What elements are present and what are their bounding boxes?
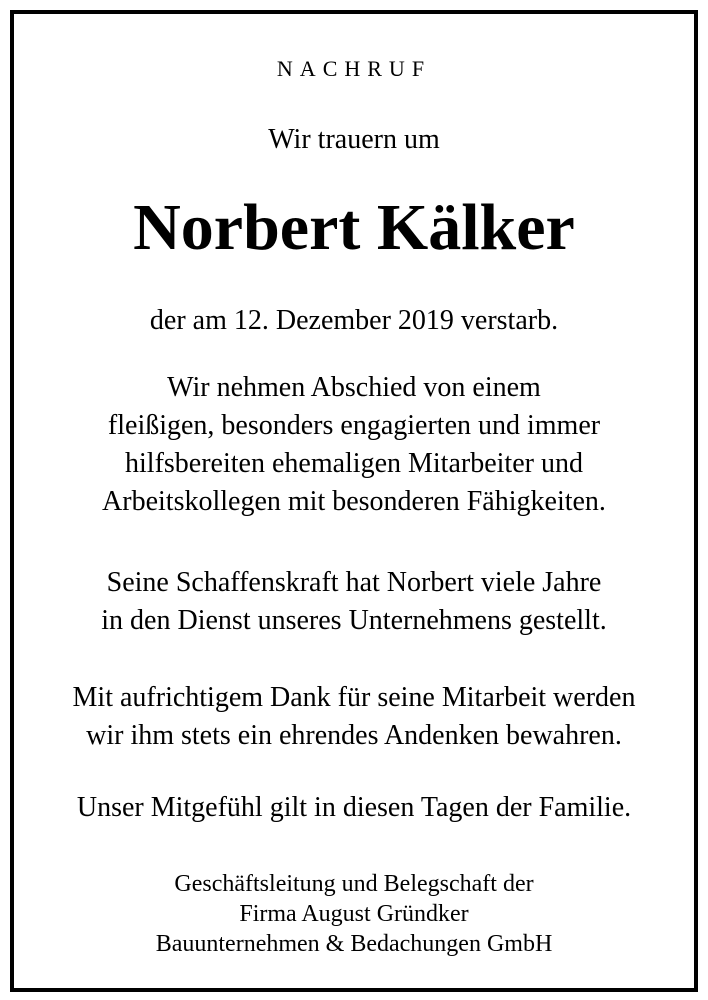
paragraph-line: Unser Mitgefühl gilt in diesen Tagen der Familie. [76,792,632,823]
gratitude-paragraph [14,679,694,755]
paragraph-line: wir ihm stets ein ehrendes Andenken bewahren. [86,720,622,751]
notice-heading: NACHRUF [276,56,432,81]
service-paragraph [14,564,694,640]
paragraph-line: hilfsbereiten ehemaligen Mitarbeiter und [125,448,583,479]
signature-block [14,869,694,959]
paragraph-line: in den Dienst unseres Unternehmens gestellt. [101,605,607,636]
farewell-paragraph [14,369,694,521]
paragraph-line: Wir nehmen Abschied von einem [167,372,541,403]
death-date-line: der am 12. Dezember 2019 verstarb. [149,305,559,336]
signature-line: Firma August Gründker [239,901,469,927]
obituary-frame [10,10,698,992]
paragraph-line: Mit aufrichtigem Dank für seine Mitarbeit werden [72,682,636,713]
deceased-name: Norbert Kälker [133,191,575,264]
signature-line: Geschäftsleitung und Belegschaft der [174,871,534,897]
paragraph-line: fleißigen, besonders engagierten und immer [107,410,601,441]
paragraph-line: Seine Schaffenskraft hat Norbert viele Jahre [106,567,602,598]
sympathy-paragraph [14,789,694,827]
paragraph-line: Arbeitskollegen mit besonderen Fähigkeiten. [102,486,606,517]
intro-line: Wir trauern um [268,124,440,155]
signature-line: Bauunternehmen & Bedachungen GmbH [155,931,553,957]
